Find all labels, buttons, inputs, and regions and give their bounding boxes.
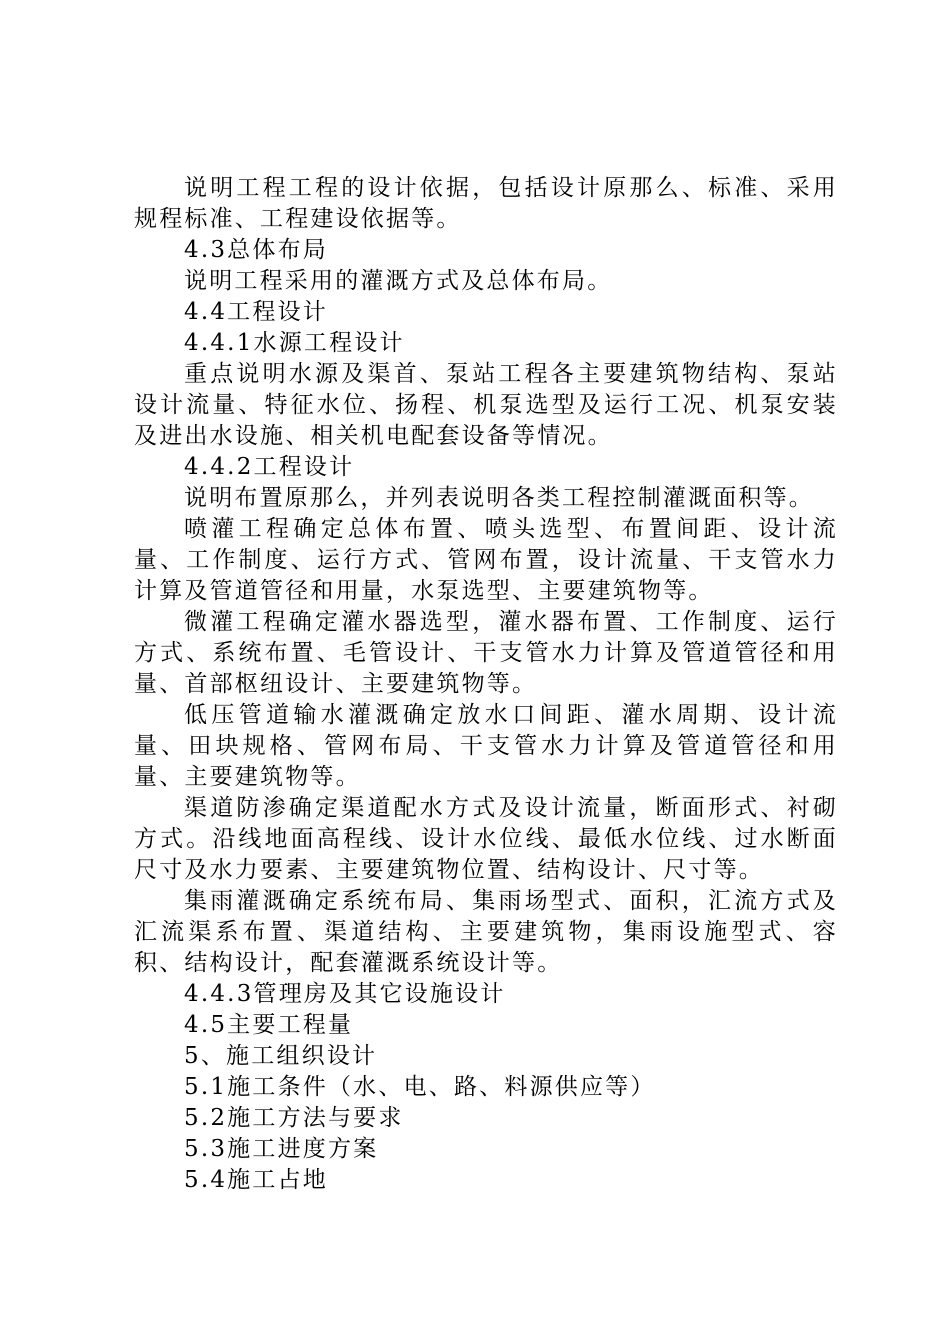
heading-4-3-overall-layout: 4.3总体布局 — [184, 237, 328, 263]
paragraph-water-source-details: 重点说明水源及渠首、泵站工程各主要建筑物结构、泵站设计流量、特征水位、扬程、机泵选型及运行工况、机泵安装及进出水设施、相关机电配套设备等情况。 — [134, 361, 838, 449]
heading-5-construction-design: 5、施工组织设计 — [184, 1043, 378, 1069]
heading-4-4-engineering-design: 4.4工程设计 — [184, 299, 328, 325]
paragraph-sprinkler-irrigation: 喷灌工程确定总体布置、喷头选型、布置间距、设计流量、工作制度、运行方式、管网布置，设计流量、干支管水力计算及管道管径和用量，水泵选型、主要建筑物等。 — [134, 516, 838, 604]
heading-4-4-3-management-house: 4.4.3管理房及其它设施设计 — [184, 981, 506, 1007]
paragraph-canal-seepage: 渠道防渗确定渠道配水方式及设计流量，断面形式、衬砌方式。沿线地面高程线、设计水位线、最低水位线、过水断面尺寸及水力要素、主要建筑物位置、结构设计、尺寸等。 — [134, 795, 838, 883]
heading-5-4-construction-land: 5.4施工占地 — [184, 1167, 328, 1193]
heading-4-4-1-water-source: 4.4.1水源工程设计 — [184, 330, 405, 356]
paragraph-rainwater-harvesting: 集雨灌溉确定系统布局、集雨场型式、面积，汇流方式及汇流渠系布置、渠道结构、主要建筑物，集雨设施型式、容积、结构设计，配套灌溉系统设计等。 — [134, 888, 838, 976]
heading-5-1-construction-conditions: 5.1施工条件（水、电、路、料源供应等） — [184, 1074, 656, 1100]
paragraph-micro-irrigation: 微灌工程确定灌水器选型，灌水器布置、工作制度、运行方式、系统布置、毛管设计、干支管水力计算及管道管径和用量、首部枢纽设计、主要建筑物等。 — [134, 609, 838, 697]
heading-5-2-construction-methods: 5.2施工方法与要求 — [184, 1105, 404, 1131]
heading-5-3-construction-schedule: 5.3施工进度方案 — [184, 1136, 379, 1162]
paragraph-low-pressure-pipe: 低压管道输水灌溉确定放水口间距、灌水周期、设计流量、田块规格、管网布局、干支管水力计算及管道管径和用量、主要建筑物等。 — [134, 702, 838, 790]
heading-4-4-2-engineering-design: 4.4.2工程设计 — [184, 454, 355, 480]
paragraph-layout-principles: 说明布置原那么，并列表说明各类工程控制灌溉面积等。 — [184, 485, 814, 511]
paragraph-design-basis: 说明工程工程的设计依据，包括设计原那么、标准、采用规程标准、工程建设依据等。 — [134, 175, 838, 232]
paragraph-irrigation-method: 说明工程采用的灌溉方式及总体布局。 — [184, 268, 613, 294]
document-body — [134, 173, 838, 1196]
heading-4-5-main-quantities: 4.5主要工程量 — [184, 1012, 354, 1038]
